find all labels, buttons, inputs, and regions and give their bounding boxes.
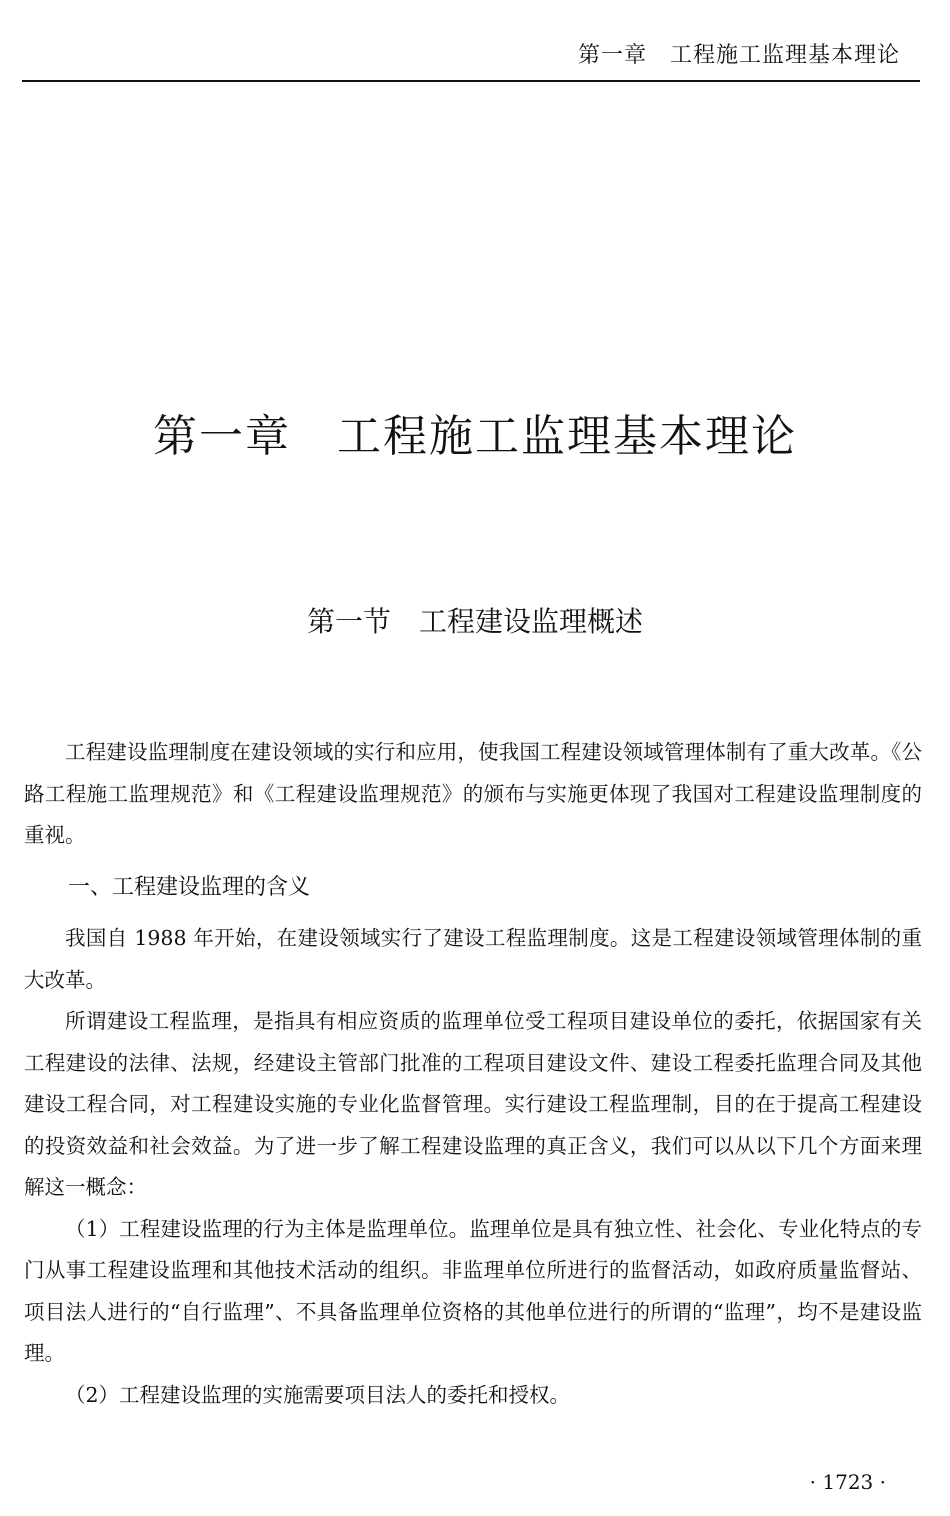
subsection-heading: 一、工程建设监理的含义: [68, 874, 311, 900]
paragraph-1: 我国自 1988 年开始，在建设领域实行了建设工程监理制度。这是工程建设领域管理体制的重大改革。: [24, 926, 922, 992]
chapter-title: 第一章 工程施工监理基本理论: [153, 411, 797, 462]
intro-paragraph: 工程建设监理制度在建设领域的实行和应用，使我国工程建设领域管理体制有了重大改革。《公路工程施工监理规范》和《工程建设监理规范》的颁布与实施更体现了我国对工程建设监理制度的重视。: [24, 740, 922, 847]
page-number: · 1723 ·: [809, 1470, 886, 1494]
paragraph-2: 所谓建设工程监理，是指具有相应资质的监理单位受工程项目建设单位的委托，依据国家有关工程建设的法律、法规，经建设主管部门批准的工程项目建设文件、建设工程委托监理合同及其他建设工程合同，对工程建设实施的专业化监督管理。实行建设工程监理制，目的在于提高工程建设的投资效益和社会效益。为了进一步了解工程建设监理的真正含义，我们可以从以下几个方面来理解这一概念：: [24, 1009, 922, 1199]
header-rule: [22, 80, 920, 82]
paragraph-4: （2）工程建设监理的实施需要项目法人的委托和授权。: [65, 1382, 571, 1407]
paragraph-3: （1）工程建设监理的行为主体是监理单位。监理单位是具有独立性、社会化、专业化特点的专门从事工程建设监理和其他技术活动的组织。非监理单位所进行的监督活动，如政府质量监督站、项目法人进行的“自行监理”、不具备监理单位资格的其他单位进行的所谓的“监理”，均不是建设监理。: [24, 1216, 922, 1365]
running-head: 第一章 工程施工监理基本理论: [577, 43, 900, 68]
body-text: [24, 732, 922, 1416]
section-title: 第一节 工程建设监理概述: [306, 605, 643, 638]
